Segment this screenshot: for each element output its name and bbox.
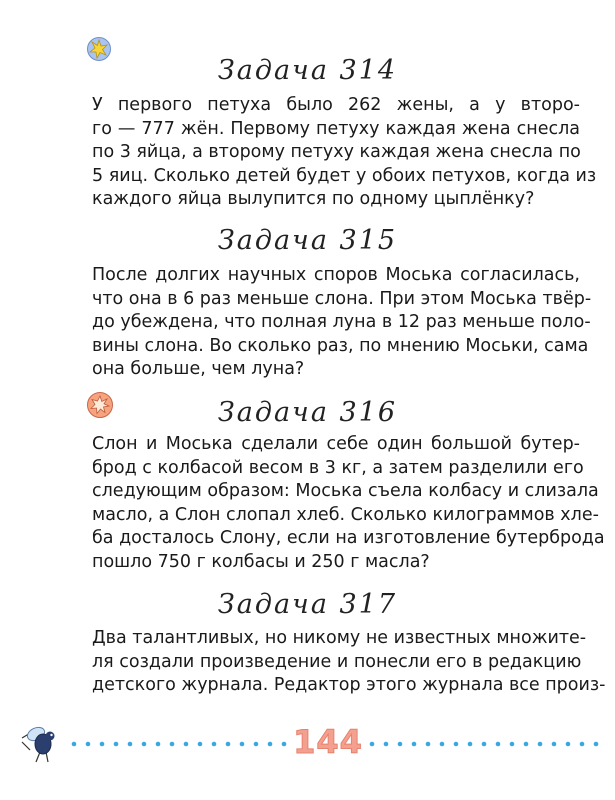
- footer-dot: [566, 742, 571, 747]
- task-text-316: [92, 433, 605, 575]
- footer-dot: [482, 742, 487, 747]
- footer-dot: [72, 742, 77, 747]
- footer-dot: [212, 742, 217, 747]
- task-text-314: [92, 94, 597, 212]
- footer-dot: [384, 742, 389, 747]
- task-line: каждого яйца вылупится по одному цыплёнку?: [92, 189, 535, 210]
- task-title-316: Задача 316: [217, 397, 398, 428]
- task-line: масло, а Слон слопал хлеб. Сколько килограммов хле-: [92, 504, 599, 525]
- footer-dot: [184, 742, 189, 747]
- task-title-317: Задача 317: [217, 589, 398, 620]
- task-line: ба досталось Слону, если на изготовление бутерброда: [92, 528, 605, 549]
- task-line: После долгих научных споров Моська согласилась,: [92, 265, 580, 285]
- task-line: пошло 750 г колбасы и 250 г масла?: [92, 551, 430, 572]
- task-line: ля создали произведение и понесли его в редакцию: [92, 651, 582, 672]
- footer-dot: [524, 742, 529, 747]
- page-number: 144: [293, 723, 363, 761]
- footer-dot: [552, 742, 557, 747]
- footer-dot: [156, 742, 161, 747]
- footer-dot: [580, 742, 585, 747]
- task-line: Два талантливых, но никому не известных множите-: [92, 628, 587, 648]
- footer-dot: [268, 742, 273, 747]
- task-title-314: Задача 314: [217, 55, 398, 86]
- footer-dot: [454, 742, 459, 747]
- task-line: брод с колбасой весом в 3 кг, а затем разделили его: [92, 457, 584, 478]
- task-line: она больше, чем луна?: [92, 359, 305, 380]
- footer-dot: [594, 742, 599, 747]
- footer-dot: [398, 742, 403, 747]
- task-line: по 3 яйца, а второму петуху каждая жена снесла по: [92, 142, 581, 163]
- footer-dot: [240, 742, 245, 747]
- footer-dot: [170, 742, 175, 747]
- footer-dot: [114, 742, 119, 747]
- footer-dot: [468, 742, 473, 747]
- footer-dot: [370, 742, 375, 747]
- footer-dot: [142, 742, 147, 747]
- footer-dot: [496, 742, 501, 747]
- task-line: вины слона. Во сколько раз, по мнению Моськи, сама: [92, 335, 589, 356]
- footer-dot: [100, 742, 105, 747]
- footer-dot: [254, 742, 259, 747]
- task-line: следующим образом: Моська съела колбасу и слизала: [92, 481, 599, 502]
- footer-dot: [538, 742, 543, 747]
- footer-dot: [226, 742, 231, 747]
- task-line: детского журнала. Редактор этого журнала все произ-: [92, 675, 606, 696]
- task-text-315: [92, 264, 592, 382]
- task-line: 5 яиц. Сколько детей будет у обоих петухов, когда из: [92, 165, 597, 186]
- task-line: Слон и Моська сделали себе один большой бутер-: [92, 434, 580, 454]
- task-line: до убеждена, что полная луна в 12 раз меньше поло-: [92, 312, 591, 333]
- footer-dot: [412, 742, 417, 747]
- fly-icon: [22, 725, 55, 762]
- footer-dot: [282, 742, 287, 747]
- task-title-315: Задача 315: [217, 225, 398, 256]
- footer-dot: [86, 742, 91, 747]
- task-text-317: [92, 627, 606, 698]
- footer-dot: [510, 742, 515, 747]
- task-line: У первого петуха было 262 жены, а у второ-: [92, 95, 580, 115]
- footer-dot: [198, 742, 203, 747]
- footer-dot: [128, 742, 133, 747]
- footer-dot: [426, 742, 431, 747]
- footer-dot: [440, 742, 445, 747]
- task-line: что она в 6 раз меньше слона. При этом Моська твёр-: [92, 288, 592, 309]
- task-line: го — 777 жён. Первому петуху каждая жена снесла: [92, 118, 580, 139]
